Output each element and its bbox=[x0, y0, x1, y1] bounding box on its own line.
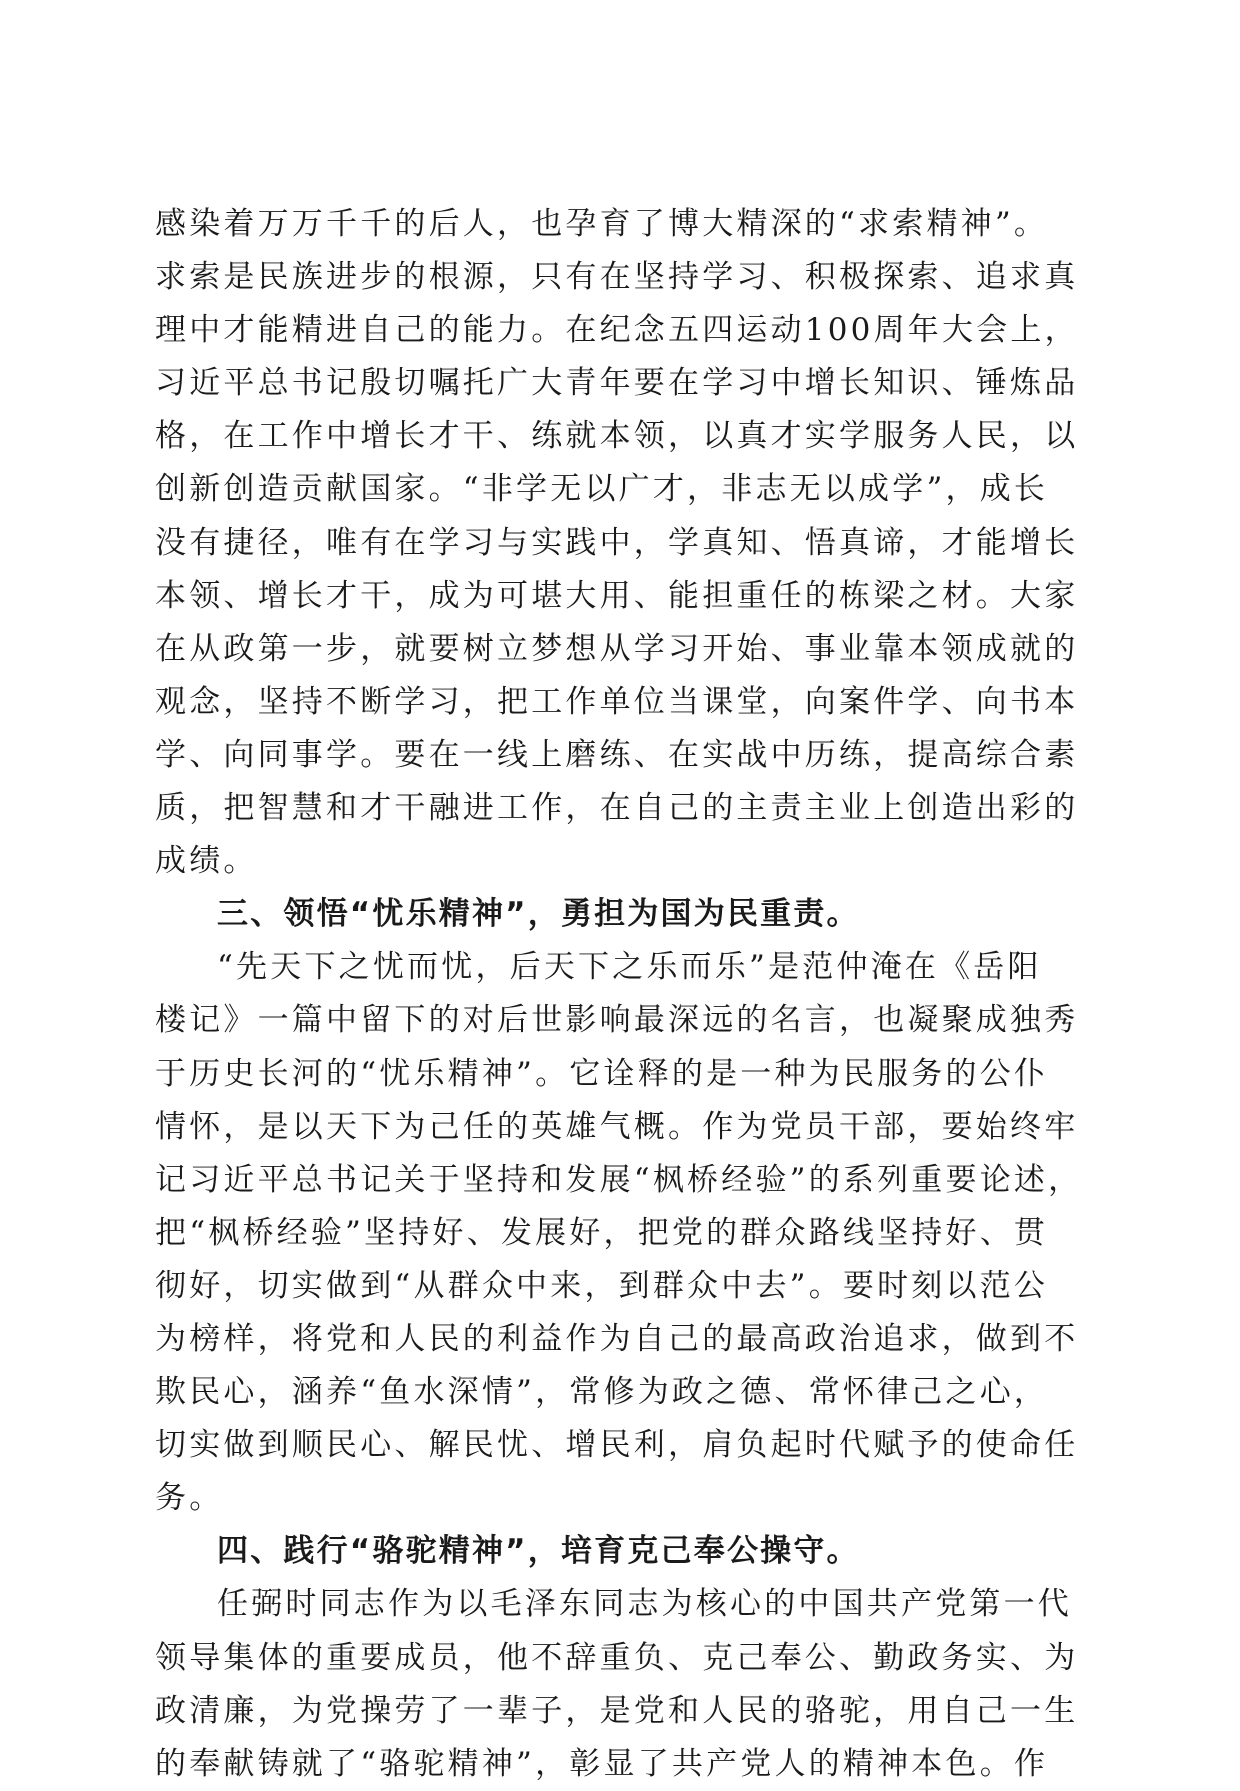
paragraph-start: 任弼时同志作为以毛泽东同志为核心的中国共产党第一代 bbox=[217, 1586, 1072, 1623]
text-line: 情怀，是以天下为己任的英雄气概。作为党员干部，要始终牢 bbox=[155, 1108, 1079, 1145]
text-line: 楼记》一篇中留下的对后世影响最深远的名言，也凝聚成独秀 bbox=[155, 1002, 1079, 1039]
text-line: 于历史长河的“忧乐精神”。它诠释的是一种为民服务的公仆 bbox=[155, 1055, 1049, 1092]
text-line: 求索是民族进步的根源，只有在坚持学习、积极探索、追求真 bbox=[155, 259, 1079, 296]
text-line: 习近平总书记殷切嘱托广大青年要在学习中增长知识、锤炼品 bbox=[155, 365, 1079, 402]
document-body bbox=[155, 198, 1085, 1791]
text-line: 领导集体的重要成员，他不辞重负、克己奉公、勤政务实、为 bbox=[155, 1639, 1079, 1676]
paragraph-start: “先天下之忧而忧，后天下之乐而乐”是范仲淹在《岳阳 bbox=[217, 949, 1042, 986]
text-line: 创新创造贡献国家。“非学无以广才，非志无以成学”，成长 bbox=[155, 471, 1049, 508]
text-line: 欺民心，涵养“鱼水深情”，常修为政之德、常怀律己之心， bbox=[155, 1374, 1049, 1411]
text-line: 没有捷径，唯有在学习与实践中，学真知、悟真谛，才能增长 bbox=[155, 524, 1079, 561]
text-line: 观念，坚持不断学习，把工作单位当课堂，向案件学、向书本 bbox=[155, 683, 1079, 720]
section-heading-3: 三、领悟“忧乐精神”，勇担为国为民重责。 bbox=[217, 896, 860, 933]
text-line: 格，在工作中增长才干、练就本领，以真才实学服务人民，以 bbox=[155, 418, 1079, 455]
text-line: 彻好，切实做到“从群众中来，到群众中去”。要时刻以范公 bbox=[155, 1267, 1049, 1304]
text-line: 的奉献铸就了“骆驼精神”，彰显了共产党人的精神本色。作 bbox=[155, 1745, 1049, 1782]
text-line: 成绩。 bbox=[155, 843, 258, 880]
text-line: 政清廉，为党操劳了一辈子，是党和人民的骆驼，用自己一生 bbox=[155, 1692, 1079, 1729]
text-line: 为榜样，将党和人民的利益作为自己的最高政治追求，做到不 bbox=[155, 1320, 1079, 1357]
text-line: 记习近平总书记关于坚持和发展“枫桥经验”的系列重要论述， bbox=[155, 1161, 1083, 1198]
section-heading-4: 四、践行“骆驼精神”，培育克己奉公操守。 bbox=[217, 1533, 860, 1570]
text-line: 质，把智慧和才干融进工作，在自己的主责主业上创造出彩的 bbox=[155, 790, 1079, 827]
text-line: 把“枫桥经验”坚持好、发展好，把党的群众路线坚持好、贯 bbox=[155, 1214, 1049, 1251]
text-line: 本领、增长才干，成为可堪大用、能担重任的栋梁之材。大家 bbox=[155, 577, 1079, 614]
text-line: 学、向同事学。要在一线上磨练、在实战中历练，提高综合素 bbox=[155, 736, 1079, 773]
text-line: 在从政第一步，就要树立梦想从学习开始、事业靠本领成就的 bbox=[155, 630, 1079, 667]
text-line: 务。 bbox=[155, 1480, 224, 1517]
text-line: 感染着万万千千的后人，也孕育了博大精深的“求索精神”。 bbox=[155, 206, 1049, 242]
text-line: 切实做到顺民心、解民忧、增民利，肩负起时代赋予的使命任 bbox=[155, 1427, 1079, 1464]
text-line: 理中才能精进自己的能力。在纪念五四运动100周年大会上， bbox=[155, 312, 1079, 349]
